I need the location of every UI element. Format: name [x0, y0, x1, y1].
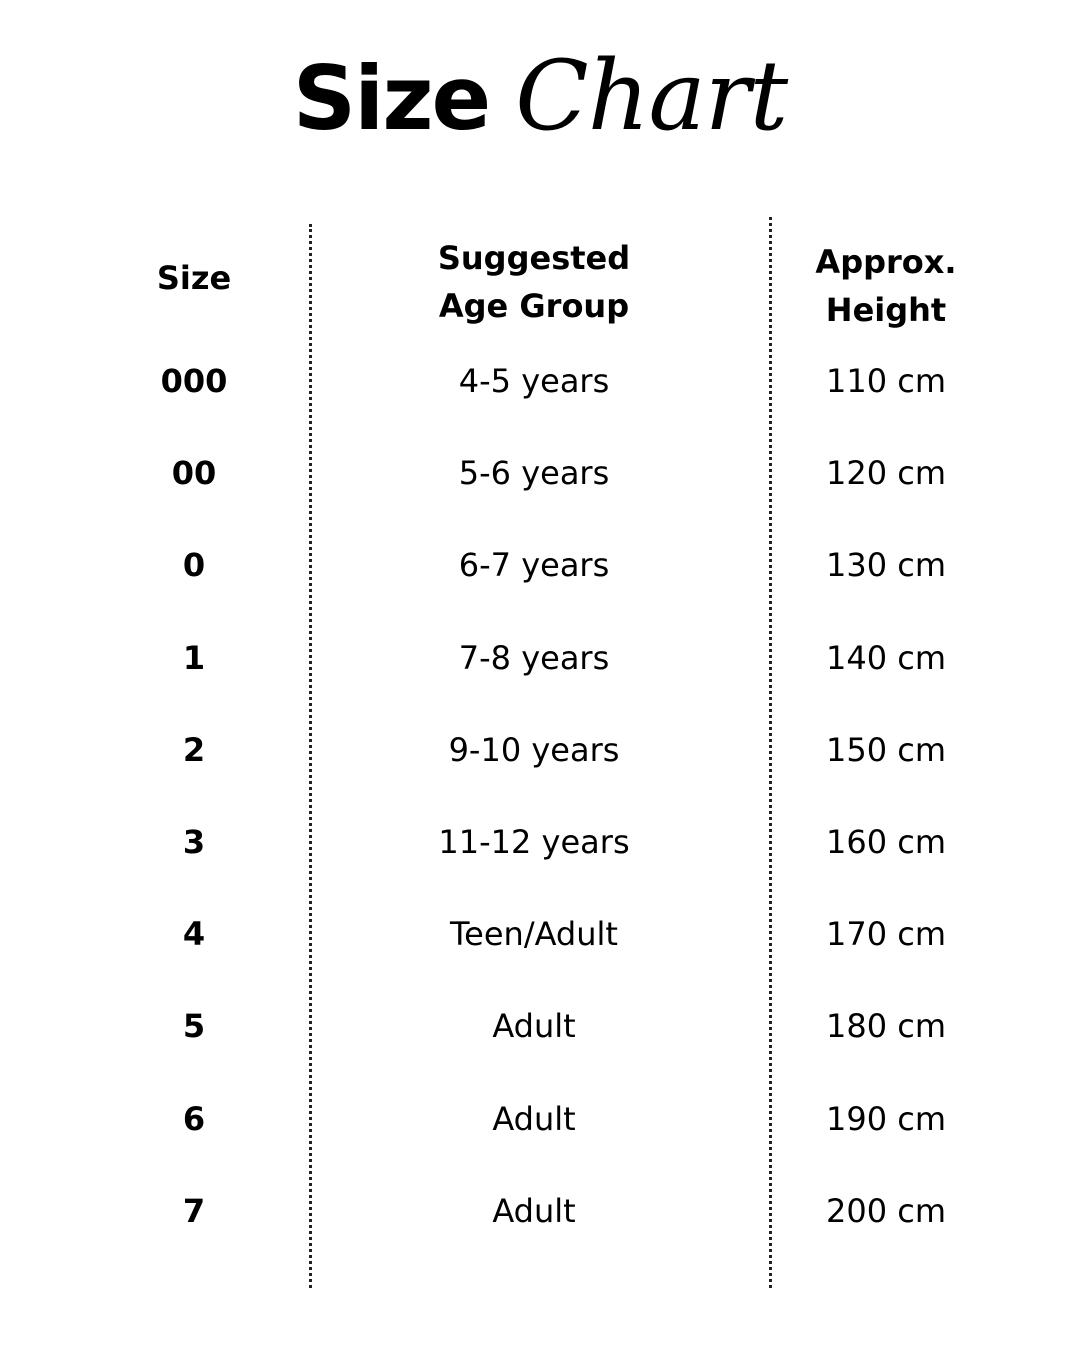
header-age-line2: Age Group: [438, 287, 630, 325]
header-height: [772, 238, 1000, 334]
size-cell: 2: [182, 730, 206, 769]
header-age-group: [334, 234, 734, 330]
table-row: [0, 519, 1080, 611]
size-cell: 5: [182, 1007, 206, 1046]
age-cell: 6-7 years: [458, 546, 610, 585]
size-cell: 3: [182, 822, 206, 861]
size-table-body: [0, 335, 1080, 1257]
table-row: [0, 1165, 1080, 1257]
table-row: [0, 888, 1080, 980]
height-cell: 140 cm: [825, 638, 946, 677]
size-cell: 000: [160, 362, 228, 400]
age-cell: 11-12 years: [438, 822, 630, 861]
height-cell: 110 cm: [825, 362, 946, 400]
header-size-label: Size: [156, 259, 232, 297]
header-size: [80, 254, 308, 302]
table-row: [0, 796, 1080, 888]
height-cell: 120 cm: [825, 454, 946, 493]
title-script-word: Chart: [515, 40, 788, 152]
table-row: [0, 612, 1080, 704]
height-cell: 190 cm: [825, 1099, 946, 1138]
height-cell: 150 cm: [825, 730, 946, 769]
header-height-line2: Height: [825, 291, 947, 329]
table-row: [0, 980, 1080, 1072]
height-cell: 160 cm: [825, 822, 946, 861]
age-cell: Adult: [492, 1191, 576, 1230]
age-cell: Teen/Adult: [450, 915, 618, 954]
table-row: [0, 335, 1080, 427]
size-cell: 1: [182, 638, 206, 677]
size-cell: 7: [182, 1191, 206, 1230]
header-age-line1: Suggested: [437, 239, 631, 277]
page-title: [0, 40, 1080, 150]
header-height-line1: Approx.: [815, 243, 957, 281]
size-cell: 6: [182, 1099, 206, 1138]
age-cell: Adult: [492, 1007, 576, 1046]
height-cell: 200 cm: [825, 1191, 946, 1230]
table-row: [0, 1073, 1080, 1165]
table-row: [0, 704, 1080, 796]
size-cell: 0: [182, 546, 206, 585]
title-bold-word: Size: [292, 47, 490, 150]
height-cell: 130 cm: [825, 546, 946, 585]
age-cell: 5-6 years: [458, 454, 610, 493]
size-cell: 4: [182, 915, 206, 954]
age-cell: 7-8 years: [458, 638, 610, 677]
age-cell: 4-5 years: [458, 362, 610, 400]
age-cell: Adult: [492, 1099, 576, 1138]
height-cell: 170 cm: [825, 915, 946, 954]
table-row: [0, 427, 1080, 519]
size-cell: 00: [171, 454, 217, 493]
height-cell: 180 cm: [825, 1007, 946, 1046]
age-cell: 9-10 years: [448, 730, 620, 769]
